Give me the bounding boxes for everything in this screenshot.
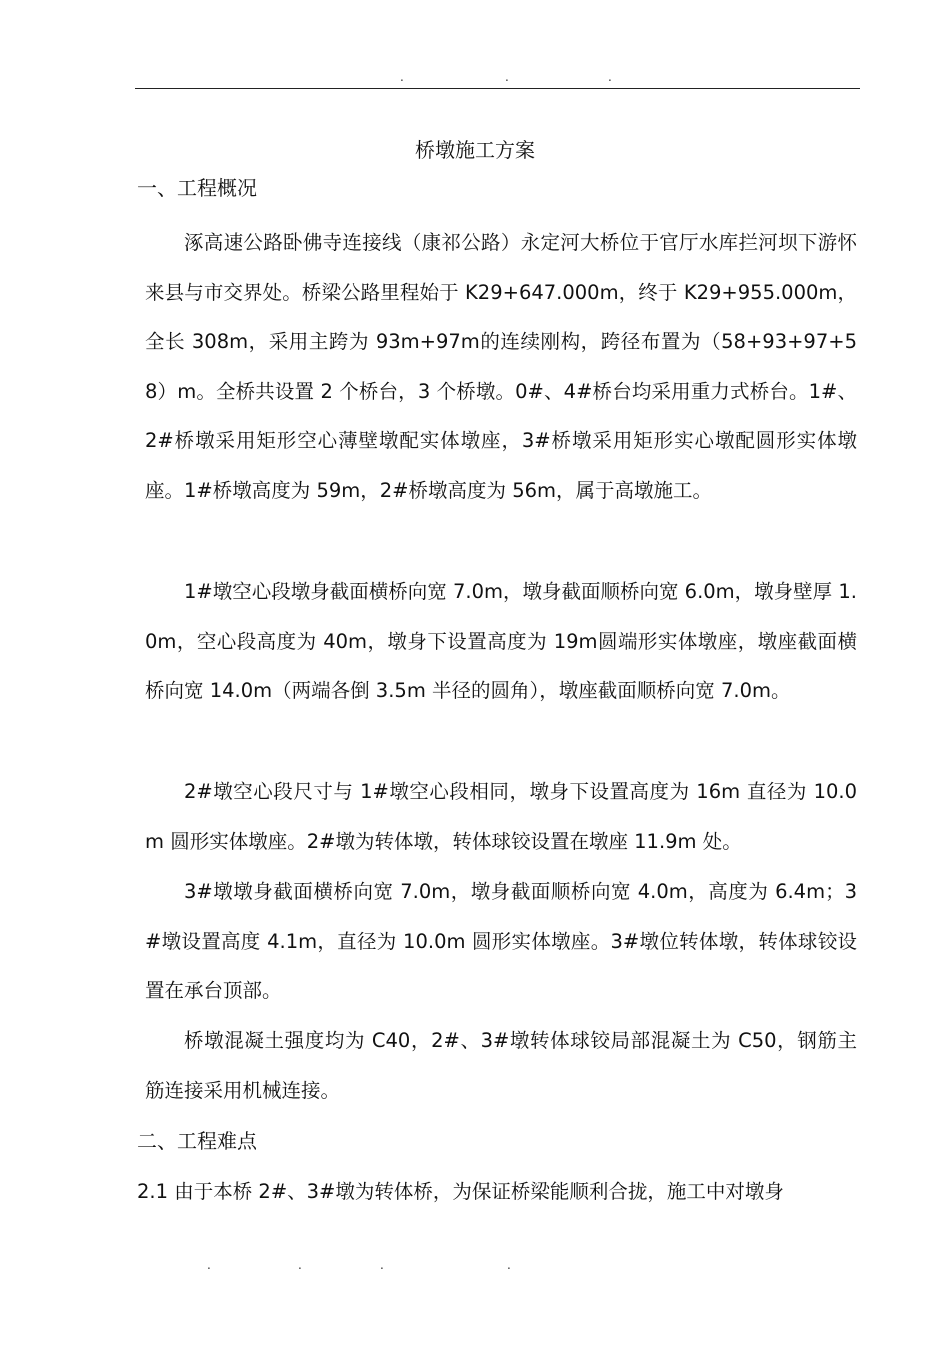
section-heading-difficulties: 二、工程难点 [137, 1129, 257, 1153]
footer-dot: . [507, 1258, 511, 1272]
header-dot: . [400, 70, 404, 84]
header-dot: . [505, 70, 509, 84]
list-item: 2.1 由于本桥 2#、3#墩为转体桥，为保证桥梁能顺利合拢，施工中对墩身 [137, 1180, 784, 1203]
paragraph-pier-1: 1#墩空心段墩身截面横桥向宽 7.0m，墩身截面顺桥向宽 6.0m，墩身壁厚 1.0m，空心段高度为 40m，墩身下设置高度为 19m圆端形实体墩座，墩座截面横桥向宽 14.0m（两端各倒 3.5m 半径的圆角），墩座截面顺桥向宽 7.0m。 [145, 580, 857, 703]
footer-dot: . [380, 1258, 384, 1272]
document-title: 桥墩施工方案 [415, 138, 535, 162]
header-dot: . [608, 70, 612, 84]
paragraph-overview: 涿高速公路卧佛寺连接线（康祁公路）永定河大桥位于官厅水库拦河坝下游怀来县与市交界处。桥梁公路里程始于 K29+647.000m，终于 K29+955.000m，全长 308m，采用主跨为 93m+97m的连续刚构，跨径布置为（58+93+97+58）m。全桥共设置 2 个桥台，3 个桥墩。0#、4#桥台均采用重力式桥台。1#、2#桥墩采用矩形空心薄壁墩配实体墩座，3#桥墩采用矩形实心墩配圆形实体墩座。1#桥墩高度为 59m，2#桥墩高度为 56m，属于高墩施工。 [145, 231, 857, 502]
header-dots [0, 70, 950, 84]
header-rule [135, 88, 860, 89]
paragraph-pier-3: 3#墩墩身截面横桥向宽 7.0m，墩身截面顺桥向宽 4.0m，高度为 6.4m；3#墩设置高度 4.1m，直径为 10.0m 圆形实体墩座。3#墩位转体墩，转体球铰设置在承台顶部。 [145, 880, 857, 1003]
footer-dot: . [298, 1258, 302, 1272]
paragraph-concrete: 桥墩混凝土强度均为 C40，2#、3#墩转体球铰局部混凝土为 C50，钢筋主筋连接采用机械连接。 [145, 1029, 857, 1102]
footer-dots [0, 1258, 950, 1272]
footer-dot: . [207, 1258, 211, 1272]
section-heading-overview: 一、工程概况 [137, 176, 257, 200]
paragraph-pier-2: 2#墩空心段尺寸与 1#墩空心段相同，墩身下设置高度为 16m 直径为 10.0m 圆形实体墩座。2#墩为转体墩，转体球铰设置在墩座 11.9m 处。 [145, 780, 857, 853]
